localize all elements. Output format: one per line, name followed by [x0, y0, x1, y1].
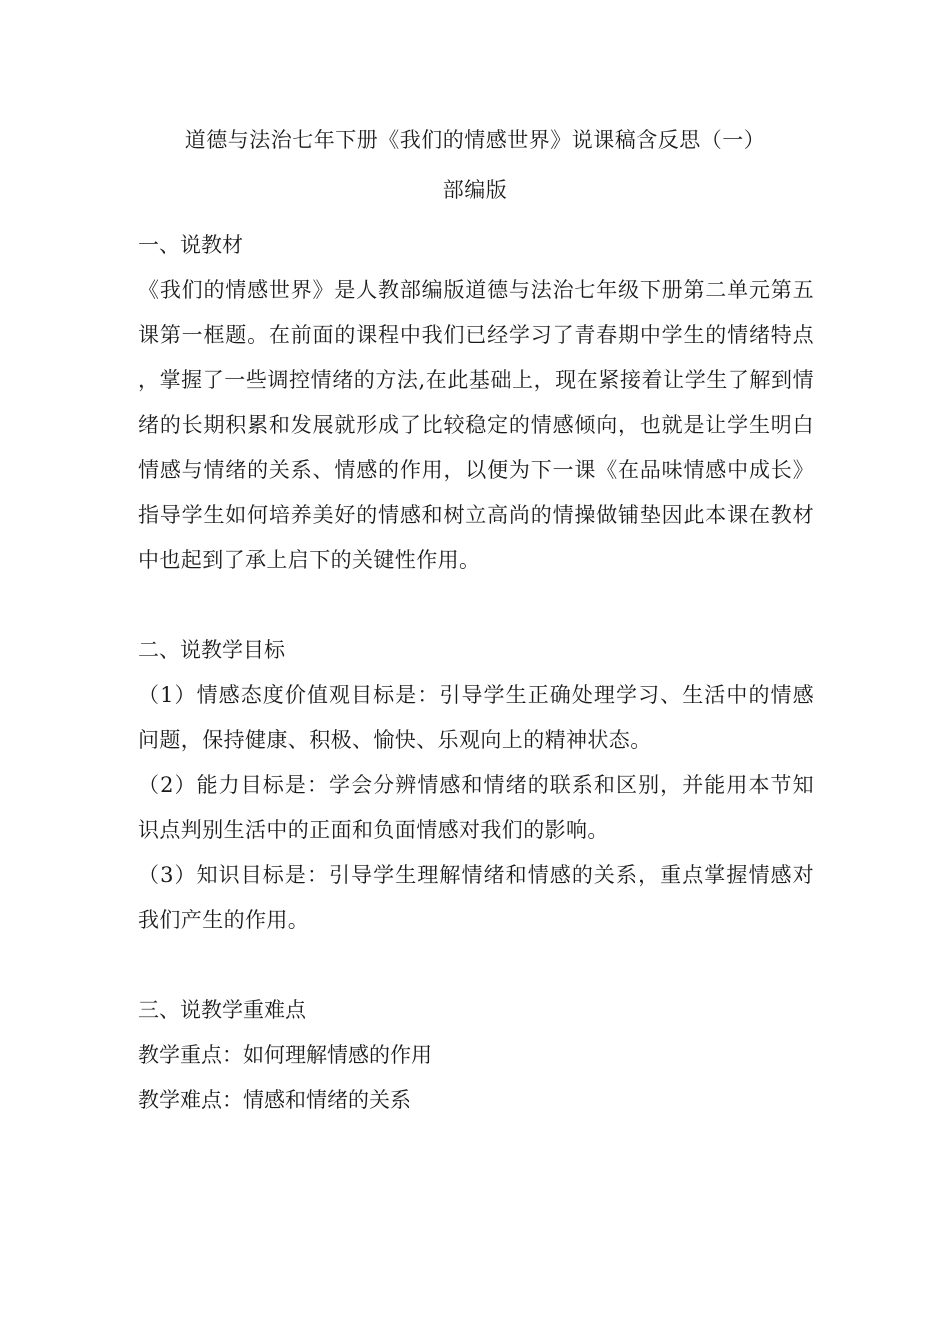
section-paragraph-textbook: 《我们的情感世界》是人教部编版道德与法治七年级下册第二单元第五课第一框题。在前面的课程中我们已经学习了青春期中学生的情绪特点，掌握了一些调控情绪的方法,在此基础上，现在紧接着让学生了解到情绪的长期积累和发展就形成了比较稳定的情感倾向，也就是让学生明白情感与情绪的关系、情感的作用，以便为下一课《在品味情感中成长》指导学生如何培养美好的情感和树立高尚的情操做铺垫因此本课在教材中也起到了承上启下的关键性作用。 — [138, 278, 814, 572]
section-spacer — [138, 583, 814, 628]
section-heading-objectives: 二、说教学目标 — [138, 638, 285, 662]
document-title: 道德与法治七年下册《我们的情感世界》说课稿含反思（一） — [184, 128, 766, 152]
key-point-line: 教学重点：如何理解情感的作用 — [138, 1043, 432, 1067]
section-heading-textbook: 一、说教材 — [138, 233, 243, 257]
objective-item-3: （3）知识目标是：引导学生理解情绪和情感的关系，重点掌握情感对我们产生的作用。 — [138, 863, 814, 932]
objective-item-1: （1）情感态度价值观目标是：引导学生正确处理学习、生活中的情感问题，保持健康、积极、愉快、乐观向上的精神状态。 — [138, 683, 814, 752]
document-subtitle: 部编版 — [442, 178, 508, 202]
section-spacer — [138, 943, 814, 988]
section-heading-key-points: 三、说教学重难点 — [138, 998, 306, 1022]
difficult-point-line: 教学难点：情感和情绪的关系 — [138, 1088, 411, 1112]
document-body — [138, 223, 814, 1123]
objective-item-2: （2）能力目标是：学会分辨情感和情绪的联系和区别，并能用本节知识点判别生活中的正面和负面情感对我们的影响。 — [138, 773, 814, 842]
